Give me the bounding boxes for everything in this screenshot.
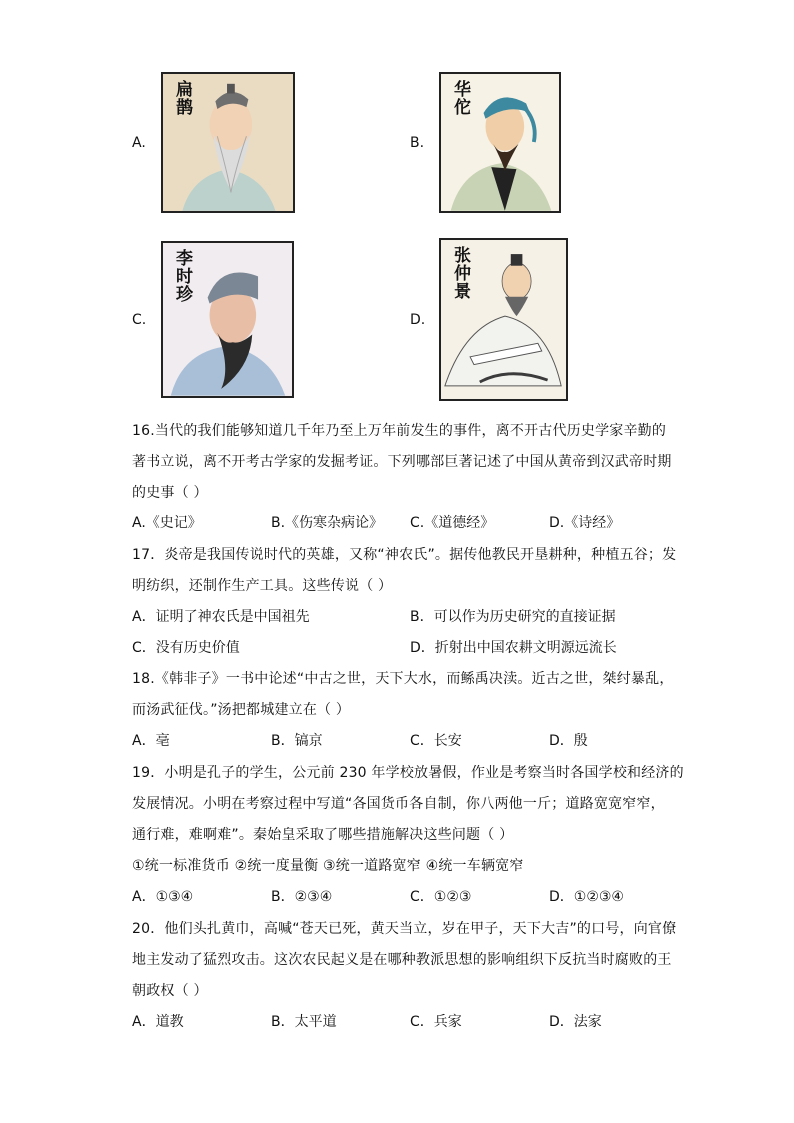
question-16-line-1: 16.当代的我们能够知道几千年乃至上万年前发生的事件，离不开古代历史学家辛勤的 [132, 423, 667, 439]
question-17-option-c[interactable]: C．没有历史价值 [132, 640, 240, 656]
question-19-line-1: 19．小明是孔子的学生，公元前 230 年学校放暑假，作业是考察当时各国学校和经济的 [132, 765, 684, 781]
question-20-option-d[interactable]: D．法家 [549, 1014, 602, 1030]
question-18-option-b[interactable]: B．镐京 [271, 733, 323, 749]
question-18-line-2: 而汤武征伐。”汤把都城建立在（ ） [132, 702, 351, 718]
question-18-option-a[interactable]: A．亳 [132, 733, 170, 749]
question-18-option-c[interactable]: C．长安 [410, 733, 462, 749]
portrait-zhangzhongjing [439, 238, 568, 401]
option-a-letter: A. [132, 135, 146, 151]
option-d-letter: D. [410, 312, 426, 328]
question-20-line-2: 地主发动了猛烈攻击。这次农民起义是在哪种教派思想的影响组织下反抗当时腐败的王 [132, 952, 672, 968]
question-19-line-3: 通行难，难啊难”。秦始皇采取了哪些措施解决这些问题（ ） [132, 827, 514, 843]
question-20-option-c[interactable]: C．兵家 [410, 1014, 462, 1030]
question-19-line-4: ①统一标准货币 ②统一度量衡 ③统一道路宽窄 ④统一车辆宽窄 [132, 858, 524, 874]
question-20-line-3: 朝政权（ ） [132, 983, 208, 999]
question-18-line-1: 18.《韩非子》一书中论述“中古之世，天下大水，而鲧禹决渎。近古之世，桀纣暴乱， [132, 671, 674, 687]
question-19-line-2: 发展情况。小明在考察过程中写道“各国货币各自制，你八两他一斤；道路宽宽窄窄， [132, 796, 665, 812]
question-19-option-a[interactable]: A．①③④ [132, 889, 194, 905]
question-17-option-b[interactable]: B．可以作为历史研究的直接证据 [410, 609, 616, 625]
question-16-option-d[interactable]: D.《诗经》 [549, 515, 621, 531]
question-20-option-a[interactable]: A．道教 [132, 1014, 184, 1030]
question-16-option-c[interactable]: C.《道德经》 [410, 515, 495, 531]
question-16-option-b[interactable]: B.《伤寒杂病论》 [271, 515, 384, 531]
portrait-bianque [161, 72, 295, 213]
question-20-line-1: 20．他们头扎黄巾，高喊“苍天已死，黄天当立，岁在甲子，天下大吉”的口号，向官僚 [132, 921, 677, 937]
question-17-option-d[interactable]: D．折射出中国农耕文明源远流长 [410, 640, 617, 656]
question-16-option-a[interactable]: A.《史记》 [132, 515, 202, 531]
question-19-option-b[interactable]: B．②③④ [271, 889, 333, 905]
question-16-line-2: 著书立说，离不开考古学家的发掘考证。下列哪部巨著记述了中国从黄帝到汉武帝时期 [132, 454, 672, 470]
option-c-letter: C. [132, 312, 147, 328]
portrait-huatuo [439, 72, 561, 213]
question-17-option-a[interactable]: A．证明了神农氏是中国祖先 [132, 609, 310, 625]
portrait-name-bianque: 扁鹊 [172, 80, 192, 116]
question-18-option-d[interactable]: D．殷 [549, 733, 588, 749]
question-17-line-2: 明纺织，还制作生产工具。这些传说（ ） [132, 578, 393, 594]
portrait-lishizhen [161, 241, 294, 398]
question-20-option-b[interactable]: B．太平道 [271, 1014, 337, 1030]
question-16-line-3: 的史事（ ） [132, 485, 208, 501]
portrait-name-huatuo: 华佗 [450, 80, 470, 116]
portrait-name-lishizhen: 李时珍 [172, 249, 192, 303]
portrait-name-zhangzhongjing: 张仲景 [450, 246, 470, 300]
question-19-option-d[interactable]: D．①②③④ [549, 889, 624, 905]
question-19-option-c[interactable]: C．①②③ [410, 889, 472, 905]
question-17-line-1: 17．炎帝是我国传说时代的英雄，又称“神农氏”。据传他教民开垦耕种，种植五谷；发 [132, 547, 677, 563]
option-b-letter: B. [410, 135, 425, 151]
